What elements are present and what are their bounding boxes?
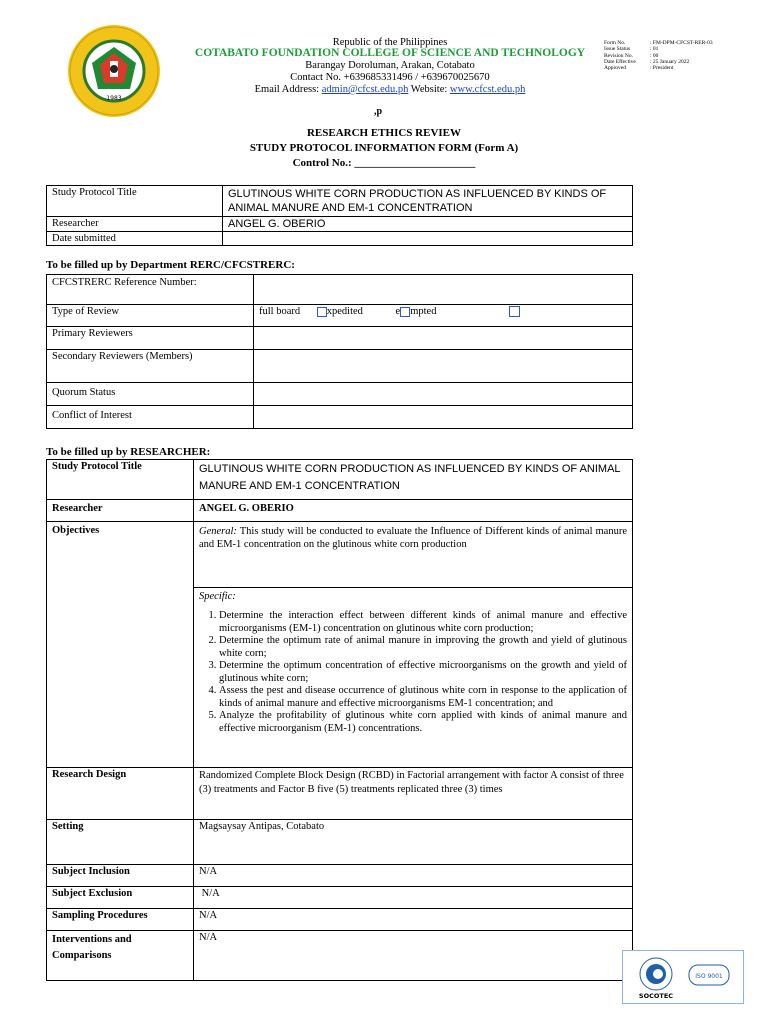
department-review-table bbox=[46, 274, 633, 429]
specific-objective-item: 1. Determine the interaction effect between different kinds of animal manure and effective microorganisms (EM-1) concentration on glutinous white corn production; bbox=[219, 610, 627, 635]
setting-value: Magsaysay Antipas, Cotabato bbox=[194, 820, 633, 865]
research-design-value: Randomized Complete Block Design (RCBD) in Factorial arrangement with factor A consist of three (3) treatments and Factor B five (5) treatments replicated three (3) times bbox=[194, 768, 633, 820]
subject-exclusion-label: Subject Exclusion bbox=[47, 887, 194, 909]
protocol-summary-table bbox=[46, 185, 633, 246]
subject-exclusion-value: N/A bbox=[194, 887, 633, 909]
website-link[interactable]: www.cfcst.edu.ph bbox=[449, 84, 526, 95]
form-meta-key: Approved bbox=[604, 65, 626, 72]
form-meta-row bbox=[604, 65, 713, 71]
full-board-checkbox[interactable] bbox=[317, 307, 327, 317]
full-board-label: full board bbox=[259, 306, 301, 317]
primary-reviewers-value[interactable] bbox=[254, 327, 633, 350]
researcher-value-2: ANGEL G. OBERIO bbox=[194, 500, 633, 522]
control-number: Control No.: ______________________ bbox=[292, 157, 476, 169]
researcher-label: Researcher bbox=[47, 217, 223, 232]
reference-number-label: CFCSTRERC Reference Number: bbox=[47, 275, 254, 305]
primary-reviewers-label: Primary Reviewers bbox=[47, 327, 254, 350]
form-meta-key: Issue Status bbox=[604, 46, 631, 53]
conflict-of-interest-label: Conflict of Interest bbox=[47, 406, 254, 429]
conflict-of-interest-value[interactable] bbox=[254, 406, 633, 429]
reference-number-value[interactable] bbox=[254, 275, 633, 305]
date-submitted-value[interactable] bbox=[223, 232, 633, 246]
type-of-review-label: Type of Review bbox=[47, 305, 254, 327]
specific-label: Specific: bbox=[199, 591, 236, 602]
expedited-label: xpedited bbox=[326, 306, 363, 317]
stray-mark: ,p bbox=[374, 106, 383, 117]
college-seal-logo bbox=[66, 23, 162, 119]
section-department: To be filled up by Department RERC/CFCSTRERC: bbox=[46, 259, 295, 271]
email-website-line bbox=[190, 83, 590, 96]
exempted-label-b: mpted bbox=[410, 306, 437, 317]
general-label: General: bbox=[199, 526, 237, 537]
interventions-label: Interventions and Comparisons bbox=[47, 931, 194, 981]
setting-label: Setting bbox=[47, 820, 194, 865]
study-title-label: Study Protocol Title bbox=[47, 186, 223, 217]
email-link[interactable]: admin@cfcst.edu.ph bbox=[321, 84, 409, 95]
general-objective bbox=[194, 522, 633, 588]
form-meta-value: : 25 January 2022 bbox=[650, 58, 690, 65]
specific-objectives bbox=[194, 588, 633, 768]
study-title-value: GLUTINOUS WHITE CORN PRODUCTION AS INFLUENCED BY KINDS OF ANIMAL MANURE AND EM-1 CONCENTRATION bbox=[223, 186, 633, 217]
researcher-label-2: Researcher bbox=[47, 500, 194, 522]
form-meta-value: : 01 bbox=[650, 46, 659, 53]
email-label: Email Address: bbox=[254, 84, 322, 95]
form-meta-value: : 00 bbox=[650, 52, 659, 59]
specific-objective-item: 3. Determine the optimum concentration of effective microorganisms on the growth and yield of glutinous white corn; bbox=[219, 660, 627, 685]
contact-numbers: Contact No. +639685331496 / +639670025670 bbox=[290, 72, 490, 83]
form-meta-value: : President bbox=[650, 65, 674, 72]
quorum-status-label: Quorum Status bbox=[47, 383, 254, 406]
specific-objective-item: 2. Determine the optimum rate of animal manure in improving the growth and yield of glutinous white corn; bbox=[219, 635, 627, 660]
subject-inclusion-value: N/A bbox=[194, 865, 633, 887]
general-text: This study will be conducted to evaluate the Influence of Different kinds of animal manure and EM-1 concentration on the glutinous white corn production bbox=[199, 526, 627, 550]
form-meta-value: : FM-DPM-CFCST-RER-03 bbox=[650, 40, 713, 46]
form-meta-key: Date Effective bbox=[604, 58, 636, 65]
republic-line: Republic of the Philippines bbox=[332, 37, 448, 48]
specific-objectives-list bbox=[199, 610, 627, 735]
expedited-checkbox[interactable] bbox=[400, 307, 410, 317]
svg-text:SOCOTEC: SOCOTEC bbox=[638, 992, 674, 1000]
socotec-certification-badge bbox=[622, 950, 744, 1004]
exempted-checkbox[interactable] bbox=[509, 306, 520, 317]
sampling-procedures-value: N/A bbox=[194, 909, 633, 931]
date-submitted-label: Date submitted bbox=[47, 232, 223, 246]
title-research-ethics-review: RESEARCH ETHICS REVIEW bbox=[306, 127, 462, 139]
form-metadata bbox=[604, 40, 713, 71]
college-address: Barangay Doroluman, Arakan, Cotabato bbox=[305, 60, 475, 71]
specific-objective-item: 5. Analyze the profitability of glutinous white corn applied with kinds of animal manure and effective microorganism (EM-1) concentrations. bbox=[219, 710, 627, 735]
researcher-value: ANGEL G. OBERIO bbox=[223, 217, 633, 232]
title-form-a: STUDY PROTOCOL INFORMATION FORM (Form A) bbox=[249, 142, 519, 154]
interventions-value: N/A bbox=[194, 931, 633, 981]
form-meta-key: Form No. bbox=[604, 40, 626, 46]
study-title-value-2: GLUTINOUS WHITE CORN PRODUCTION AS INFLUENCED BY KINDS OF ANIMAL MANURE AND EM-1 CONCENTRATION bbox=[194, 460, 633, 500]
svg-text:1983: 1983 bbox=[106, 95, 122, 102]
exempted-label-a: e bbox=[395, 306, 401, 317]
secondary-reviewers-value[interactable] bbox=[254, 350, 633, 383]
svg-text:ISO 9001: ISO 9001 bbox=[695, 973, 723, 980]
secondary-reviewers-label: Secondary Reviewers (Members) bbox=[47, 350, 254, 383]
form-meta-key: Revision No. bbox=[604, 52, 634, 59]
quorum-status-value[interactable] bbox=[254, 383, 633, 406]
type-of-review-options bbox=[254, 305, 633, 327]
sampling-procedures-label: Sampling Procedures bbox=[47, 909, 194, 931]
specific-objective-item: 4. Assess the pest and disease occurrence of glutinous white corn in response to the application of kinds of animal manure and effective microorganisms EM-1 concentration; and bbox=[219, 685, 627, 710]
subject-inclusion-label: Subject Inclusion bbox=[47, 865, 194, 887]
college-name: COTABATO FOUNDATION COLLEGE OF SCIENCE AND TECHNOLOGY bbox=[194, 47, 586, 59]
section-researcher: To be filled up by RESEARCHER: bbox=[46, 446, 211, 458]
research-design-label: Research Design bbox=[47, 768, 194, 820]
study-title-label-2: Study Protocol Title bbox=[47, 460, 194, 500]
researcher-table bbox=[46, 459, 633, 981]
objectives-label: Objectives bbox=[47, 522, 194, 768]
website-label: Website: bbox=[408, 84, 450, 95]
